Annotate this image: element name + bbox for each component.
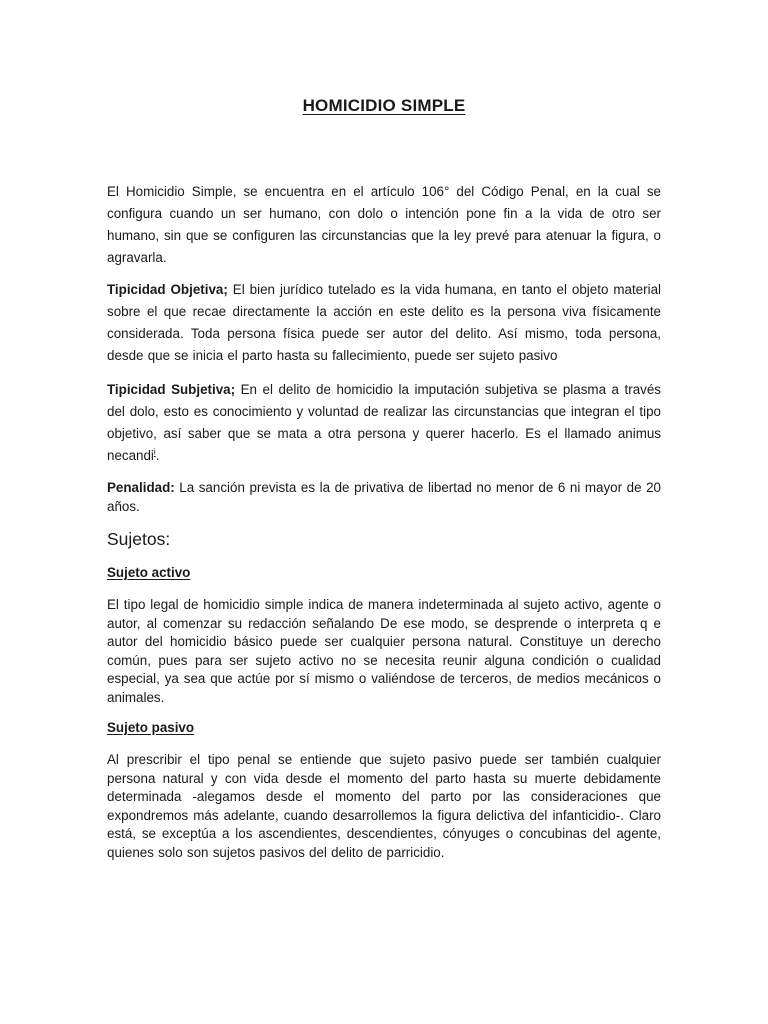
document-body [107,181,661,862]
tipicidad-objetiva-paragraph [107,279,661,367]
tipicidad-objetiva-label: Tipicidad Objetiva; [107,282,228,297]
document-title: HOMICIDIO SIMPLE [302,96,466,115]
tipicidad-subjetiva-end-punct: . [155,448,160,463]
tipicidad-objetiva-text: El bien jurídico tutelado es la vida humana, en tanto el objeto material sobre el que recae directamente la acción en este delito es la persona viva físicamente considerada. Toda persona física puede ser autor del delito. Así mismo, toda persona, desde que se inicia el parto hasta su fallecimiento, puede ser sujeto pasivo [107,282,661,363]
sujeto-pasivo-paragraph: Al prescribir el tipo penal se entiende que sujeto pasivo puede ser también cualquier persona natural y con vida desde el momento del parto hasta su muerte debidamente determinada -alegamos desde el momento del parto por las consideraciones que expondremos más adelante, cuando desarrollemos la figura delictiva del infanticidio-. Claro está, se exceptúa a los ascendientes, descendientes, cónyuges o concubinas del agente, quienes solo son sujetos pasivos del delito de parricidio. [107,752,661,860]
penalidad-text: La sanción prevista es la de privativa de libertad no menor de 6 ni mayor de 20 años. [107,480,661,514]
tipicidad-subjetiva-end-word: necandi [107,448,154,463]
tipicidad-subjetiva-label: Tipicidad Subjetiva; [107,382,236,397]
tipicidad-subjetiva-text: En el delito de homicidio la imputación subjetiva se plasma a través del dolo, esto es conocimiento y voluntad de realizar las circunstancias que integran el tipo objetivo, así saber que se mata a otra persona y querer hacerlo. Es el llamado animus [107,382,661,441]
sujeto-pasivo-heading: Sujeto pasivo [107,720,195,735]
intro-paragraph: El Homicidio Simple, se encuentra en el artículo 106° del Código Penal, en la cual se configura cuando un ser humano, con dolo o intención pone fin a la vida de otro ser humano, sin que se configuren las circunstancias que la ley prevé para atenuar la figura, o agravarla. [107,184,661,265]
penalidad-paragraph [107,479,661,516]
sujeto-activo-paragraph: El tipo legal de homicidio simple indica de manera indeterminada al sujeto activo, agente o autor, al comenzar su redacción señalando De ese modo, se desprende o interpreta q e autor del homicidio básico puede ser cualquier persona natural. Constituye un derecho común, pues para ser sujeto activo no se necesita reunir alguna condición o cualidad especial, ya sea que actúe por sí mismo o valiéndose de terceros, de medios mecánicos o animales. [107,597,661,705]
penalidad-label: Penalidad: [107,480,175,495]
sujetos-heading: Sujetos: [107,529,171,549]
footnote-marker[interactable]: i [153,447,156,457]
sujeto-activo-heading: Sujeto activo [107,565,191,580]
tipicidad-subjetiva-paragraph [107,379,661,467]
